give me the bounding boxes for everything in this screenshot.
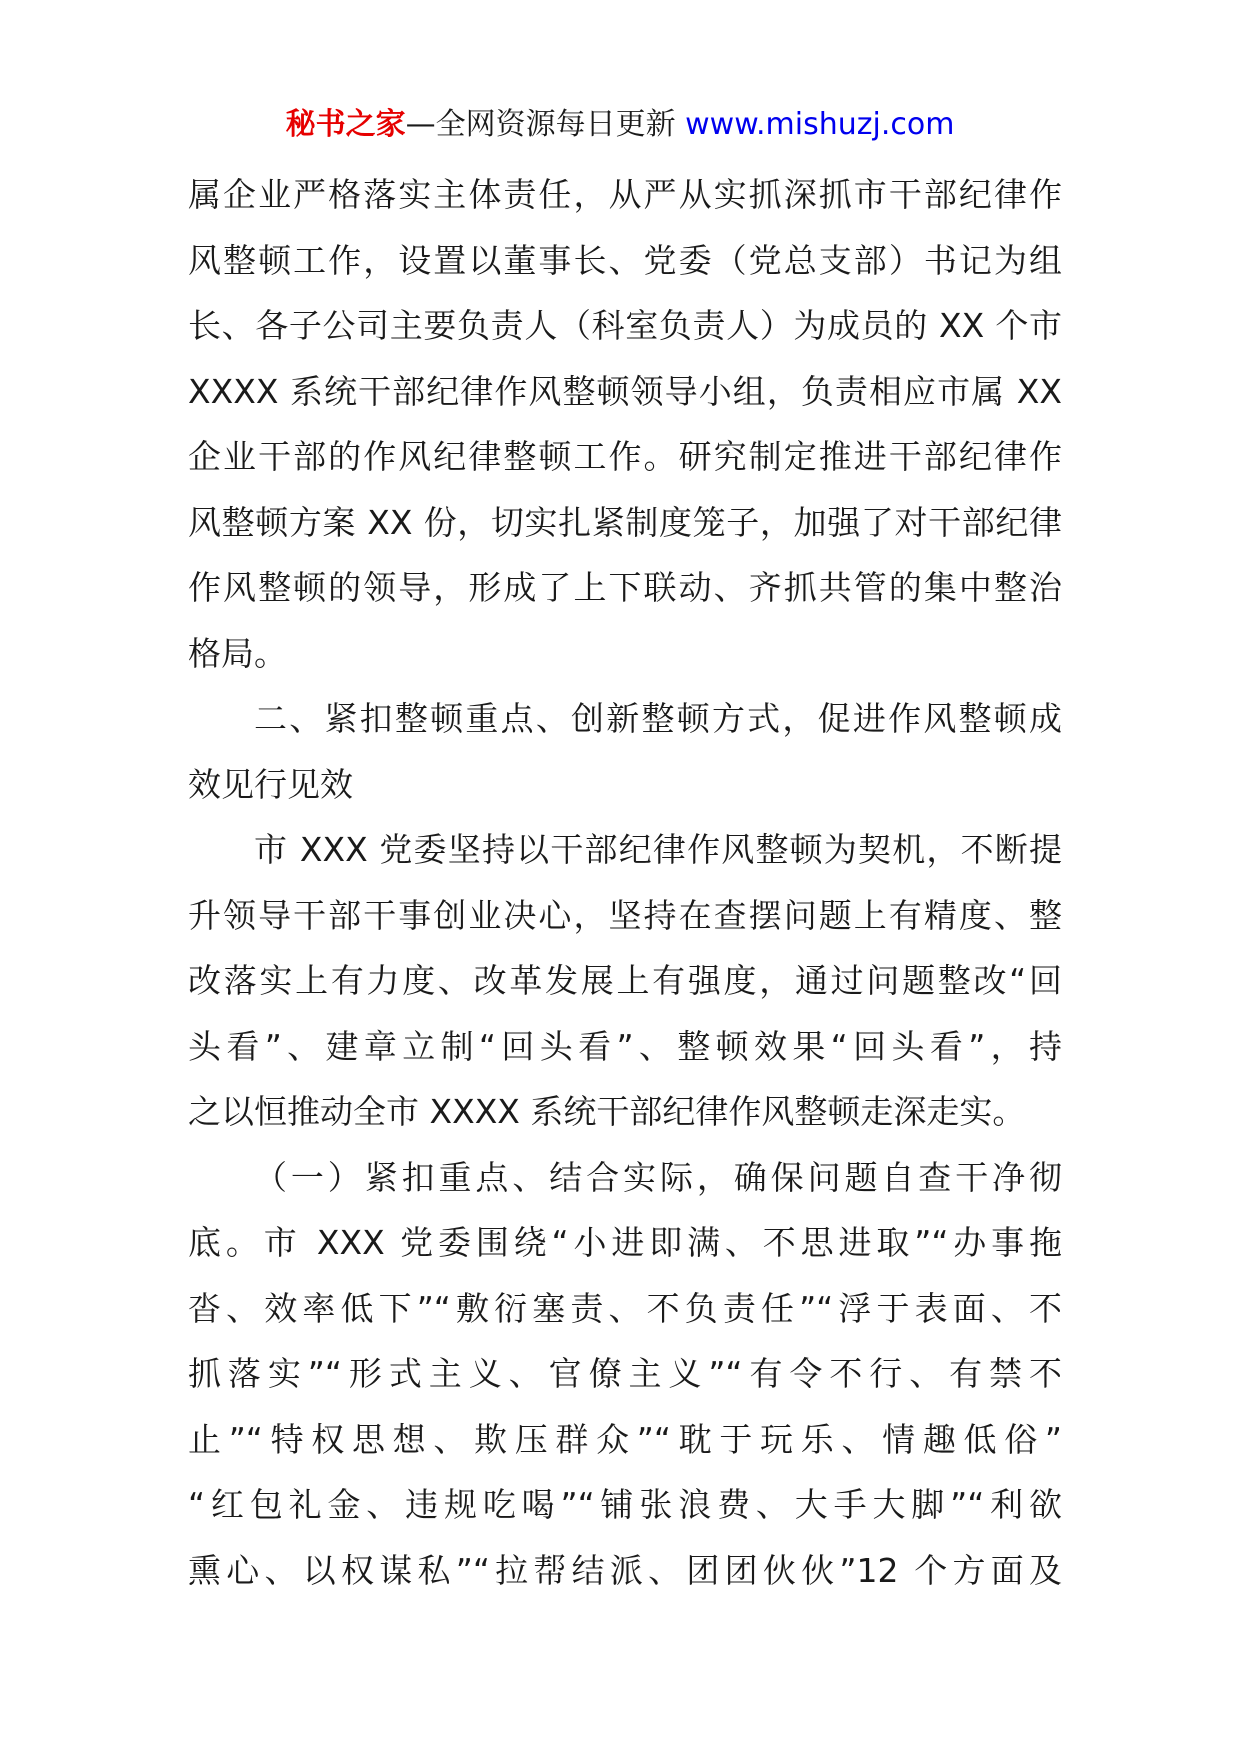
text-line: 风整顿工作，设置以董事长、党委（党总支部）书记为组 bbox=[188, 240, 1062, 280]
text-line: 风整顿方案 XX 份，切实扎紧制度笼子，加强了对干部纪律 bbox=[188, 502, 1062, 542]
text-line: 止”“特权思想、欺压群众”“耽于玩乐、情趣低俗” bbox=[188, 1419, 1062, 1459]
subsection-heading: （一）紧扣重点、结合实际，确保问题自查干净彻 bbox=[254, 1157, 1062, 1197]
text-line: 底。市 XXX 党委围绕“小进即满、不思进取”“办事拖 bbox=[188, 1223, 1062, 1262]
text-line: 属企业严格落实主体责任，从严从实抓深抓市干部纪律作 bbox=[188, 175, 1062, 214]
text-line: 头看”、建章立制“回头看”、整顿效果“回头看”，持 bbox=[188, 1026, 1062, 1066]
text-line: 作风整顿的领导，形成了上下联动、齐抓共管的集中整治 bbox=[188, 568, 1062, 607]
site-slogan: —全网资源每日更新 bbox=[405, 107, 676, 142]
text-line: 熏心、以权谋私”“拉帮结派、团团伙伙”12 个方面及 bbox=[188, 1550, 1062, 1590]
site-header bbox=[0, 98, 1240, 152]
text-line: 长、各子公司主要负责人（科室负责人）为成员的 XX 个市 bbox=[188, 306, 1062, 345]
text-line: 企业干部的作风纪律整顿工作。研究制定推进干部纪律作 bbox=[188, 437, 1062, 476]
section-heading: 二、紧扣整顿重点、创新整顿方式，促进作风整顿成 bbox=[254, 699, 1062, 738]
site-brand: 秘书之家 bbox=[285, 107, 406, 142]
text-line: 抓落实”“形式主义、官僚主义”“有令不行、有禁不 bbox=[188, 1354, 1062, 1393]
text-line: 升领导干部干事创业决心，坚持在查摆问题上有精度、整 bbox=[188, 895, 1062, 935]
document-body bbox=[188, 162, 1062, 1603]
text-line: XXXX 系统干部纪律作风整顿领导小组，负责相应市属 XX bbox=[188, 371, 1062, 411]
text-line: 之以恒推动全市 XXXX 系统干部纪律作风整顿走深走实。 bbox=[188, 1092, 1026, 1131]
text-line: 格局。 bbox=[188, 633, 287, 673]
text-line: 市 XXX 党委坚持以干部纪律作风整顿为契机，不断提 bbox=[254, 830, 1062, 869]
text-line: 改落实上有力度、改革发展上有强度，通过问题整改“回 bbox=[188, 961, 1062, 1000]
site-url-link[interactable]: www.mishuzj.com bbox=[685, 107, 955, 142]
text-line: 沓、效率低下”“敷衍塞责、不负责任”“浮于表面、不 bbox=[188, 1288, 1062, 1328]
section-heading: 效见行见效 bbox=[188, 764, 353, 804]
text-line: “红包礼金、违规吃喝”“铺张浪费、大手大脚”“利欲 bbox=[188, 1485, 1062, 1524]
